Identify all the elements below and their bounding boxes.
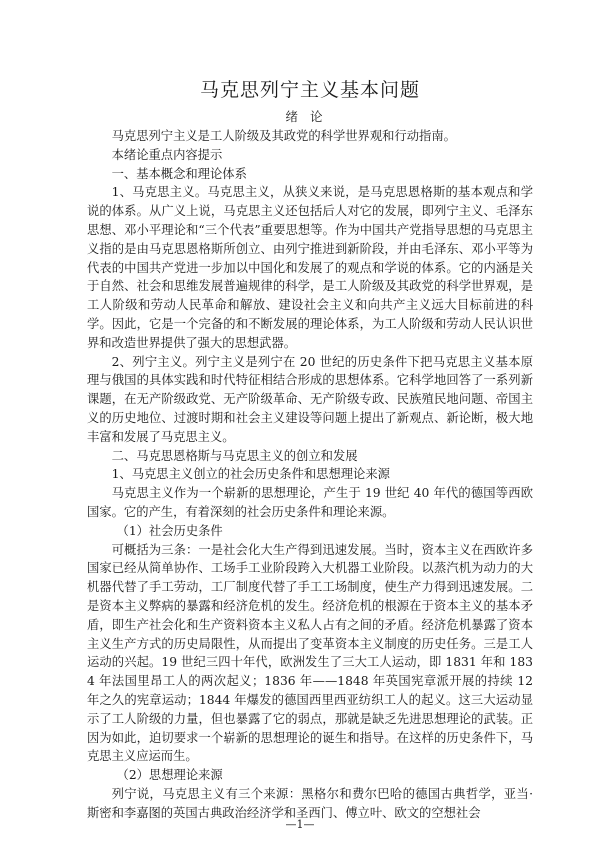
subsection-heading-1: 1、马克思主义创立的社会历史条件和思想理论来源 (111, 467, 390, 482)
subheading-theoretical-sources: （2）思想理论来源 (116, 768, 223, 783)
paragraph-leninism: 2、列宁主义。列宁主义是列宁在 20 世纪的历史条件下把马克思主义基本原理与俄国的具体实践和时代特征相结合形成的思想体系。它科学地回答了一系列新课题，在无产阶级政党、无产阶级革命、无产阶级专政、民族殖民地问题、帝国主义的历史地位、过渡时期和社会主义建设等问题上提出了新观点、新论断，极大地丰富和发展了马克思主义。 (87, 354, 533, 444)
section-heading-2: 二、马克思恩格斯与马克思主义的创立和发展 (111, 448, 358, 463)
paragraph-origin: 马克思主义作为一个崭新的思想理论，产生于 19 世纪 40 年代的德国等西欧国家。它的产生，有着深刻的社会历史条件和理论来源。 (87, 486, 533, 519)
document-page (87, 78, 533, 822)
document-title: 马克思列宁主义基本问题 (199, 79, 420, 101)
intro-paragraph: 马克思列宁主义是工人阶级及其政党的科学世界观和行动指南。 (111, 129, 456, 143)
paragraph-social-conditions: 可概括为三条：一是社会化大生产得到迅速发展。当时，资本主义在西欧许多国家已经从简单协作、工场手工业阶段跨入大机器工业阶段。以蒸汽机为动力的大机器代替了手工劳动，工厂制度代替了手工工场制度，使生产力得到迅速发展。二是资本主义弊病的暴露和经济危机的发生。经济危机的根源在于资本主义的基本矛盾，即生产社会化和生产资料资本主义私人占有之间的矛盾。经济危机暴露了资本主义生产方式的历史局限性，从而提出了变革资本主义制度的历史任务。三是工人运动的兴起。19 世纪三四十年代，欧洲发生了三大工人运动，即 1831 年和 1834 年法国里昂工人的两次起义；1836 年——1848 年英国宪章派开展的持续 12 年之久的宪章运动；1844 年爆发的德国西里西亚纺织工人的起义。这三大运动显示了工人阶级的力量，但也暴露了它的弱点，那就是缺乏先进思想理论的武装。正因为如此，迫切要求一个崭新的思想理论的诞生和指导。在这样的历史条件下，马克思主义应运而生。 (87, 542, 533, 764)
paragraph-marxism: 1、马克思主义。马克思主义，从狭义来说，是马克思恩格斯的基本观点和学说的体系。从广义上说，马克思主义还包括后人对它的发展，即列宁主义、毛泽东思想、邓小平理论和“三个代表”重要思想等。作为中国共产党指导思想的马克思主义指的是由马克思恩格斯所创立、由列宁推进到新阶段，并由毛泽东、邓小平等为代表的中国共产党进一步加以中国化和发展了的观点和学说的体系。它的内涵是关于自然、社会和思维发展普遍规律的科学，是工人阶级及其政党的科学世界观，是工人阶级和劳动人民革命和解放、建设社会主义和向共产主义远大目标前进的科学。因此，它是一个完备的和不断发展的理论体系，为工人阶级和劳动人民认识世界和改造世界提供了强大的思想武器。 (87, 185, 533, 350)
subheading-social-conditions: （1）社会历史条件 (116, 523, 223, 538)
key-points-heading: 本绪论重点内容提示 (111, 147, 223, 162)
section-heading-1: 一、基本概念和理论体系 (111, 166, 247, 181)
page-number: —1— (285, 818, 315, 831)
section-heading-introduction: 绪论 (285, 109, 335, 124)
paragraph-three-sources: 列宁说，马克思主义有三个来源：黑格尔和费尔巴哈的德国古典哲学，亚当·斯密和李嘉图的英国古典政治经济学和圣西门、傅立叶、欧文的空想社会 (87, 786, 533, 820)
